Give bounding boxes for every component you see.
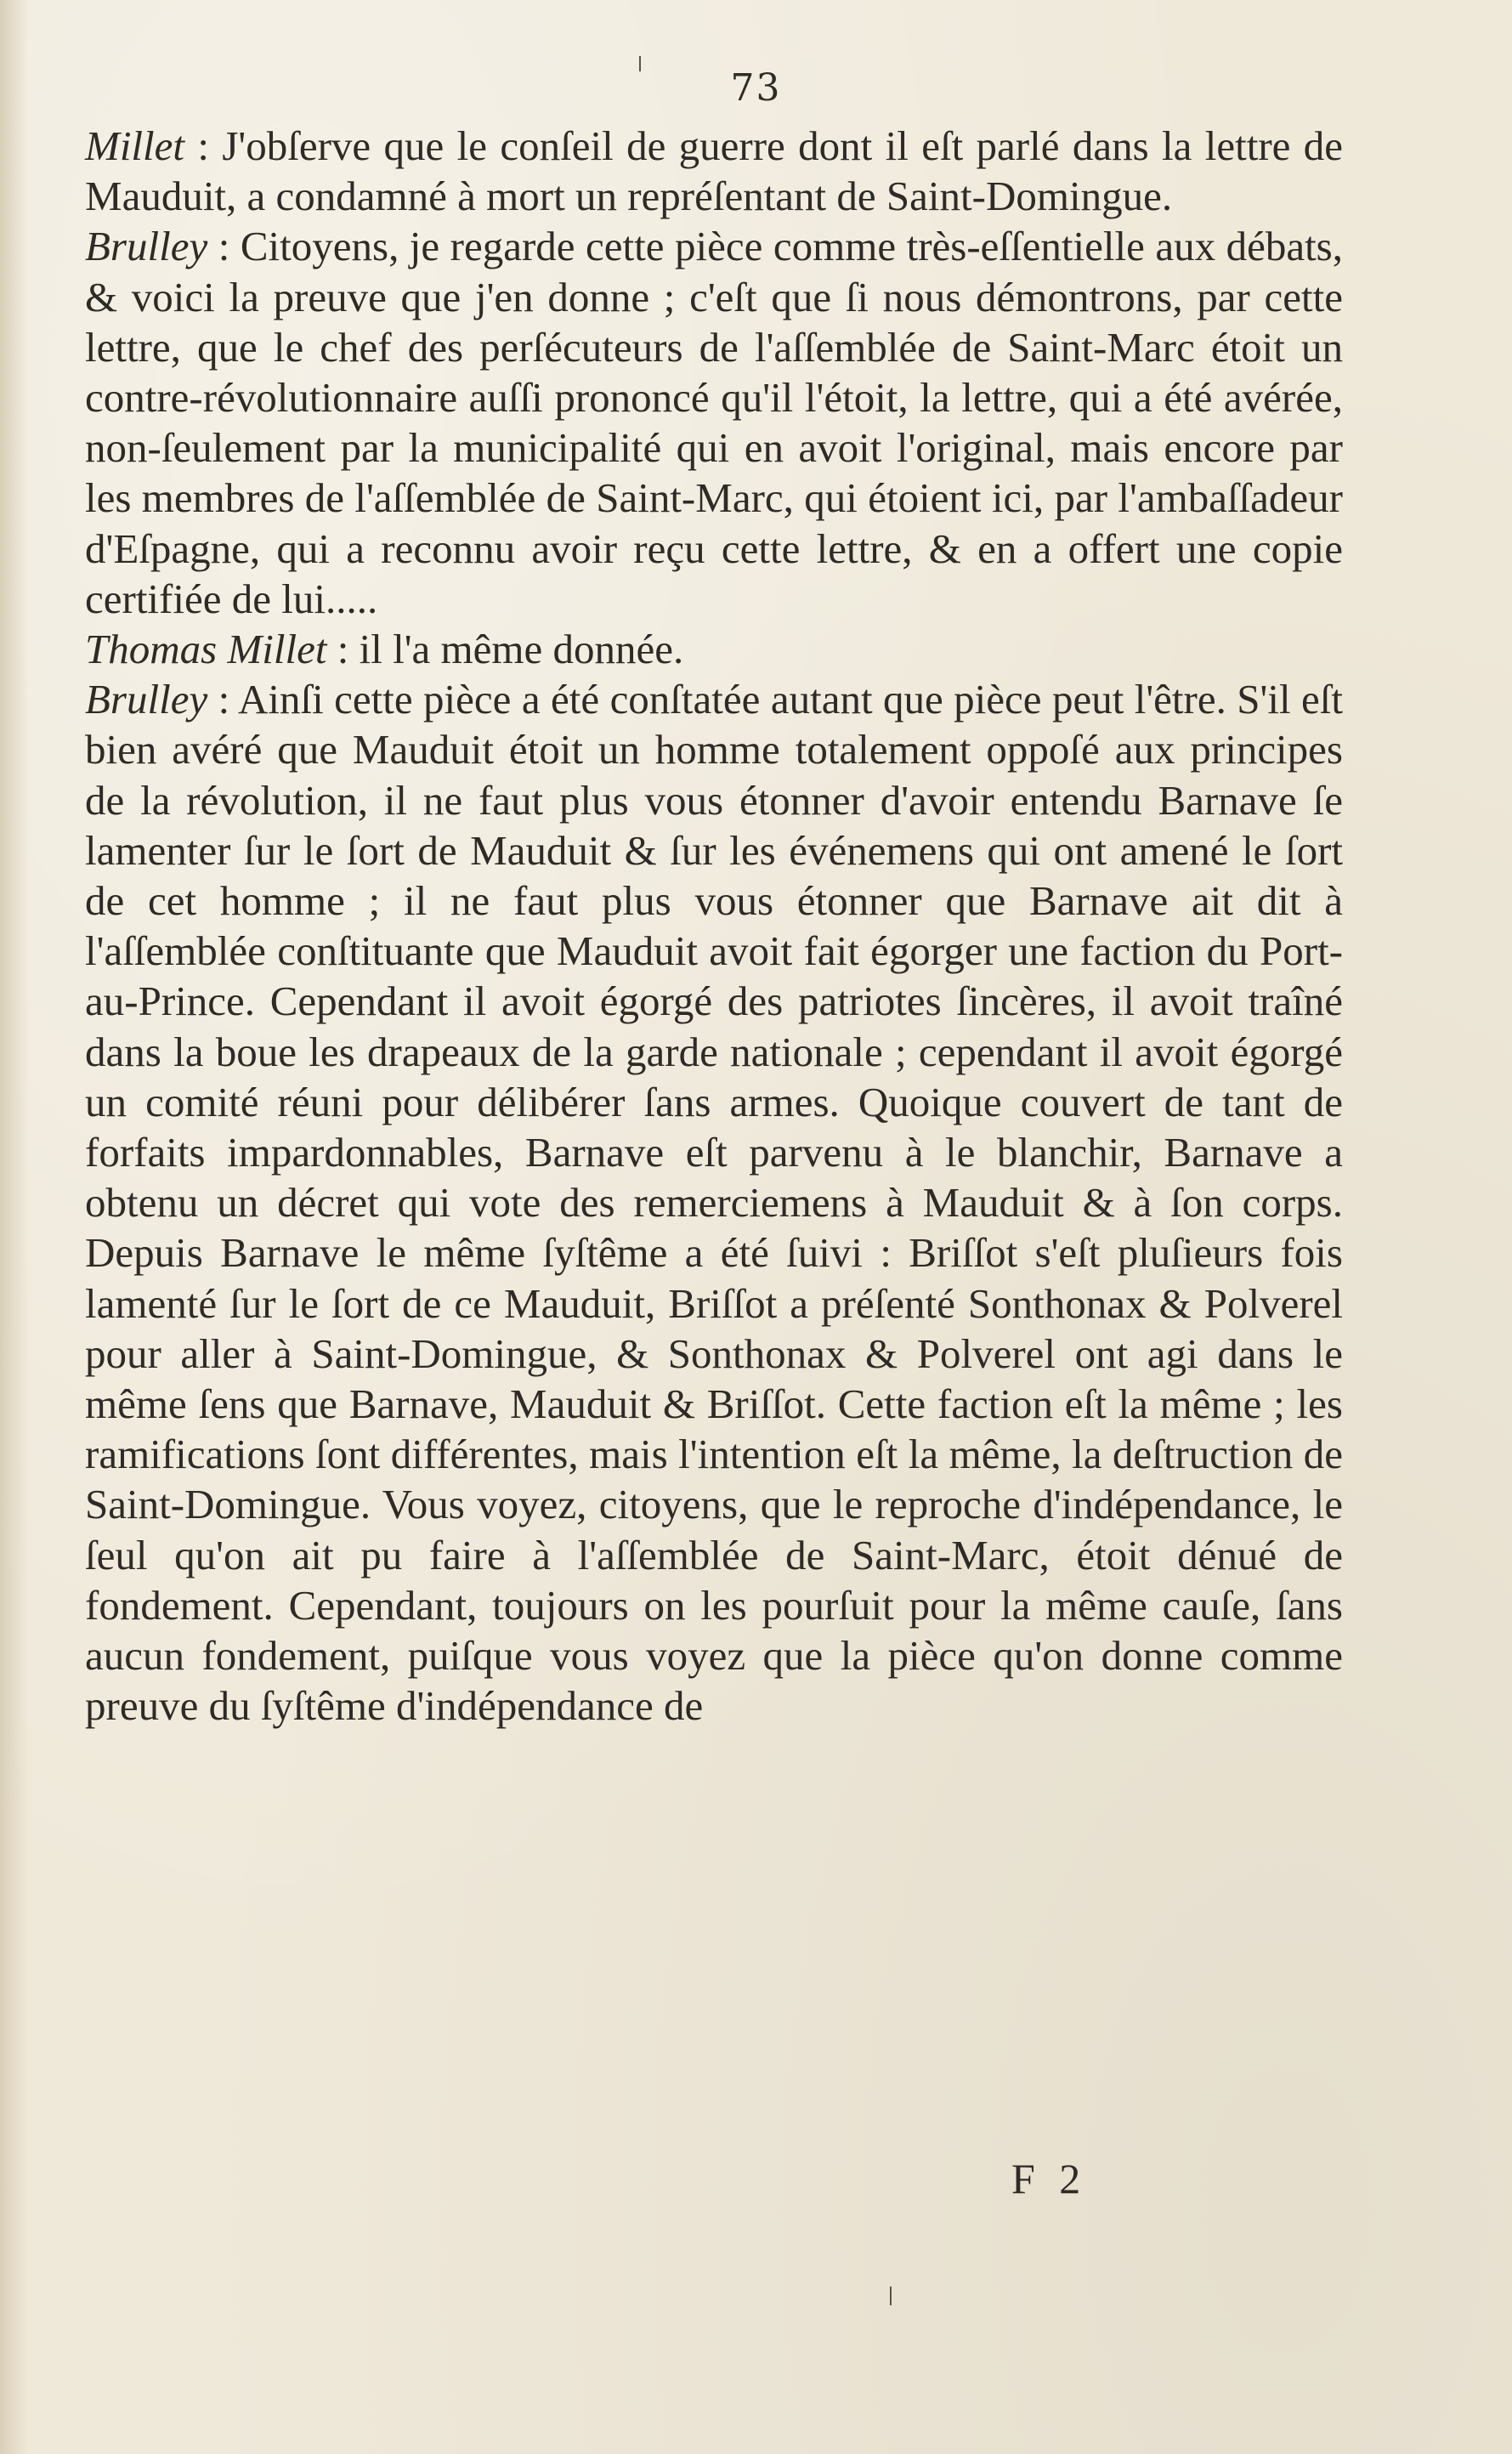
ink-mark <box>890 2287 892 2305</box>
signature-mark: F 2 <box>1011 2155 1088 2202</box>
paragraph-millet <box>85 121 1343 221</box>
paragraph-text: : Ainſi cette pièce a été conſtatée autant que pièce peut l'être. S'il eſt bien avéré que Mauduit étoit un homme totalement oppoſé aux principes de la révolution, il ne faut plus vous étonner d'avoir entendu Barnave ſe lamenter ſur le ſort de Mauduit & ſur les événemens qui ont amené le ſort de cet homme ; il ne faut plus vous étonner que Barnave ait dit à l'aſſemblée conſtituante que Mauduit avoit fait égorger une faction du Port-au-Prince. Cependant il avoit égorgé des patriotes ſincères, il avoit traîné dans la boue les drapeaux de la garde nationale ; cependant il avoit égorgé un comité réuni pour délibérer ſans armes. Quoique couvert de tant de forfaits impardonnables, Barnave eſt parvenu à le blanchir, Barnave a obtenu un décret qui vote des remerciemens à Mauduit & à ſon corps. Depuis Barnave le même ſyſtême a été ſuivi : Briſſot s'eſt pluſieurs fois lamenté ſur le ſort de ce Mauduit, Briſſot a préſenté Sonthonax & Polverel pour aller à Saint-Domingue, & Sonthonax & Polverel ont agi dans le même ſens que Barnave, Mauduit & Briſſot. Cette faction eſt la même ; les ramifications ſont différentes, mais l'intention eſt la même, la deſtruction de Saint-Domingue. Vous voyez, citoyens, que le reproche d'indépendance, le ſeul qu'on ait pu faire à l'aſſemblée de Saint-Marc, étoit dénué de fondement. Cependant, toujours on les pourſuit pour la même cauſe, ſans aucun fondement, puiſque vous voyez que la pièce qu'on donne comme preuve du ſyſtême d'indépendance de <box>85 676 1343 1730</box>
paragraph-text: : J'obſerve que le conſeil de guerre dont il eſt parlé dans la lettre de Mauduit, a condamné à mort un repréſentant de Saint-Domingue. <box>85 122 1343 220</box>
page-gutter-shadow <box>0 0 29 2454</box>
paragraph-brulley-2 <box>85 674 1343 1731</box>
paragraph-brulley-1 <box>85 221 1343 624</box>
speaker-name: Millet <box>85 122 185 169</box>
page-number: 73 <box>730 66 782 110</box>
speaker-name: Thomas Millet <box>85 626 327 673</box>
paragraph-text: : il l'a même donnée. <box>326 626 684 673</box>
speaker-name: Brulley <box>85 223 208 270</box>
paragraph-thomas-millet <box>85 624 1343 674</box>
speaker-name: Brulley <box>85 676 208 723</box>
page-body-text <box>85 121 1343 1731</box>
paragraph-text: : Citoyens, je regarde cette pièce comme très-eſſentielle aux débats, & voici la preuve que j'en donne ; c'eſt que ſi nous démontrons, par cette lettre, que le chef des perſécuteurs de l'aſſemblée de Saint-Marc étoit un contre-révolutionnaire auſſi prononcé qu'il l'étoit, la lettre, qui a été avérée, non-ſeulement par la municipalité qui en avoit l'original, mais encore par les membres de l'aſſemblée de Saint-Marc, qui étoient ici, par l'ambaſſadeur d'Eſpagne, qui a reconnu avoir reçu cette lettre, & en a offert une copie certifiée de lui..... <box>85 223 1343 622</box>
